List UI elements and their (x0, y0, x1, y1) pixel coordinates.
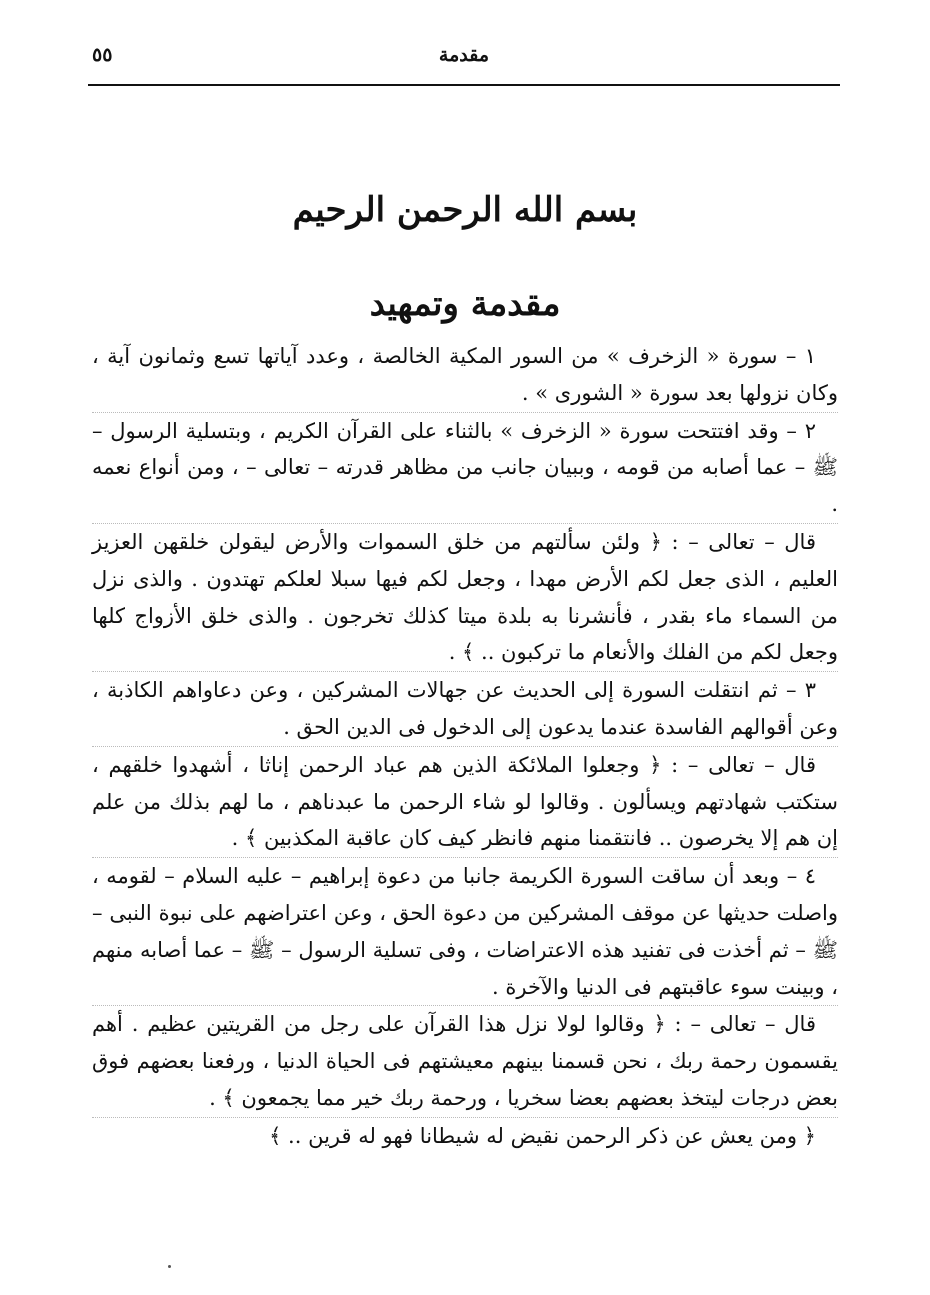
body-text (92, 338, 838, 1155)
paragraph-3: قال – تعالى – : ﴿ ولئن سألتهم من خلق السموات والأرض ليقولن خلقهن العزيز العليم ، الذى جعل لكم الأرض مهدا ، وجعل لكم فيها سبلا لعلكم تهتدون . والذى نزل من السماء ماء بقدر ، فأنشرنا به بلدة ميتا كذلك تخرجون . والذى خلق الأزواج كلها وجعل لكم من الفلك والأنعام ما تركبون .. ﴾ . (92, 523, 838, 671)
running-title: مقدمة (438, 44, 490, 66)
page-header (88, 44, 840, 74)
page-number: ٥٥ (92, 44, 113, 66)
chapter-title: مقدمة وتمهيد (369, 284, 561, 324)
header-rule (88, 84, 840, 86)
paragraph-6: ٤ – وبعد أن ساقت السورة الكريمة جانبا من دعوة إبراهيم – عليه السلام – لقومه ، واصلت حديثها عن موقف المشركين من دعوة الحق ، وعن اعتراضهم على نبوة النبى – ﷺ – ثم أخذت فى تفنيد هذه الاعتراضات ، وفى تسلية الرسول – ﷺ – عما أصابه منهم ، وبينت سوء عاقبتهم فى الدنيا والآخرة . (92, 857, 838, 1005)
paragraph-7: قال – تعالى – : ﴿ وقالوا لولا نزل هذا القرآن على رجل من القريتين عظيم . أهم يقسمون رحمة ربك ، نحن قسمنا بينهم معيشتهم فى الحياة الدنيا ، ورفعنا بعضهم فوق بعض درجات ليتخذ بعضهم بعضا سخريا ، ورحمة ربك خير مما يجمعون ﴾ . (92, 1005, 838, 1116)
paragraph-1: ١ – سورة « الزخرف » من السور المكية الخالصة ، وعدد آياتها تسع وثمانون آية ، وكان نزولها بعد سورة « الشورى » . (92, 344, 838, 405)
paragraph-4: ٣ – ثم انتقلت السورة إلى الحديث عن جهالات المشركين ، وعن دعاواهم الكاذبة ، وعن أقوالهم الفاسدة عندما يدعون إلى الدخول فى الدين الحق . (92, 671, 838, 746)
paragraph-8: ﴿ ومن يعش عن ذكر الرحمن نقيض له شيطانا فهو له قرين .. ﴾ (92, 1117, 838, 1155)
basmala: بسم الله الرحمن الرحيم (292, 190, 638, 230)
paragraph-2: ٢ – وقد افتتحت سورة « الزخرف » بالثناء على القرآن الكريم ، وبتسلية الرسول – ﷺ – عما أصابه من قومه ، وببيان جانب من مظاهر قدرته – تعالى – ، ومن أنواع نعمه . (92, 412, 838, 523)
paragraph-5: قال – تعالى – : ﴿ وجعلوا الملائكة الذين هم عباد الرحمن إناثا ، أشهدوا خلقهم ، ستكتب شهادتهم ويسألون . وقالوا لو شاء الرحمن ما عبدناهم ، ما لهم بذلك من علم إن هم إلا يخرصون .. فانتقمنا منهم فانظر كيف كان عاقبة المكذبين ﴾ . (92, 746, 838, 857)
print-speck (168, 1265, 171, 1268)
